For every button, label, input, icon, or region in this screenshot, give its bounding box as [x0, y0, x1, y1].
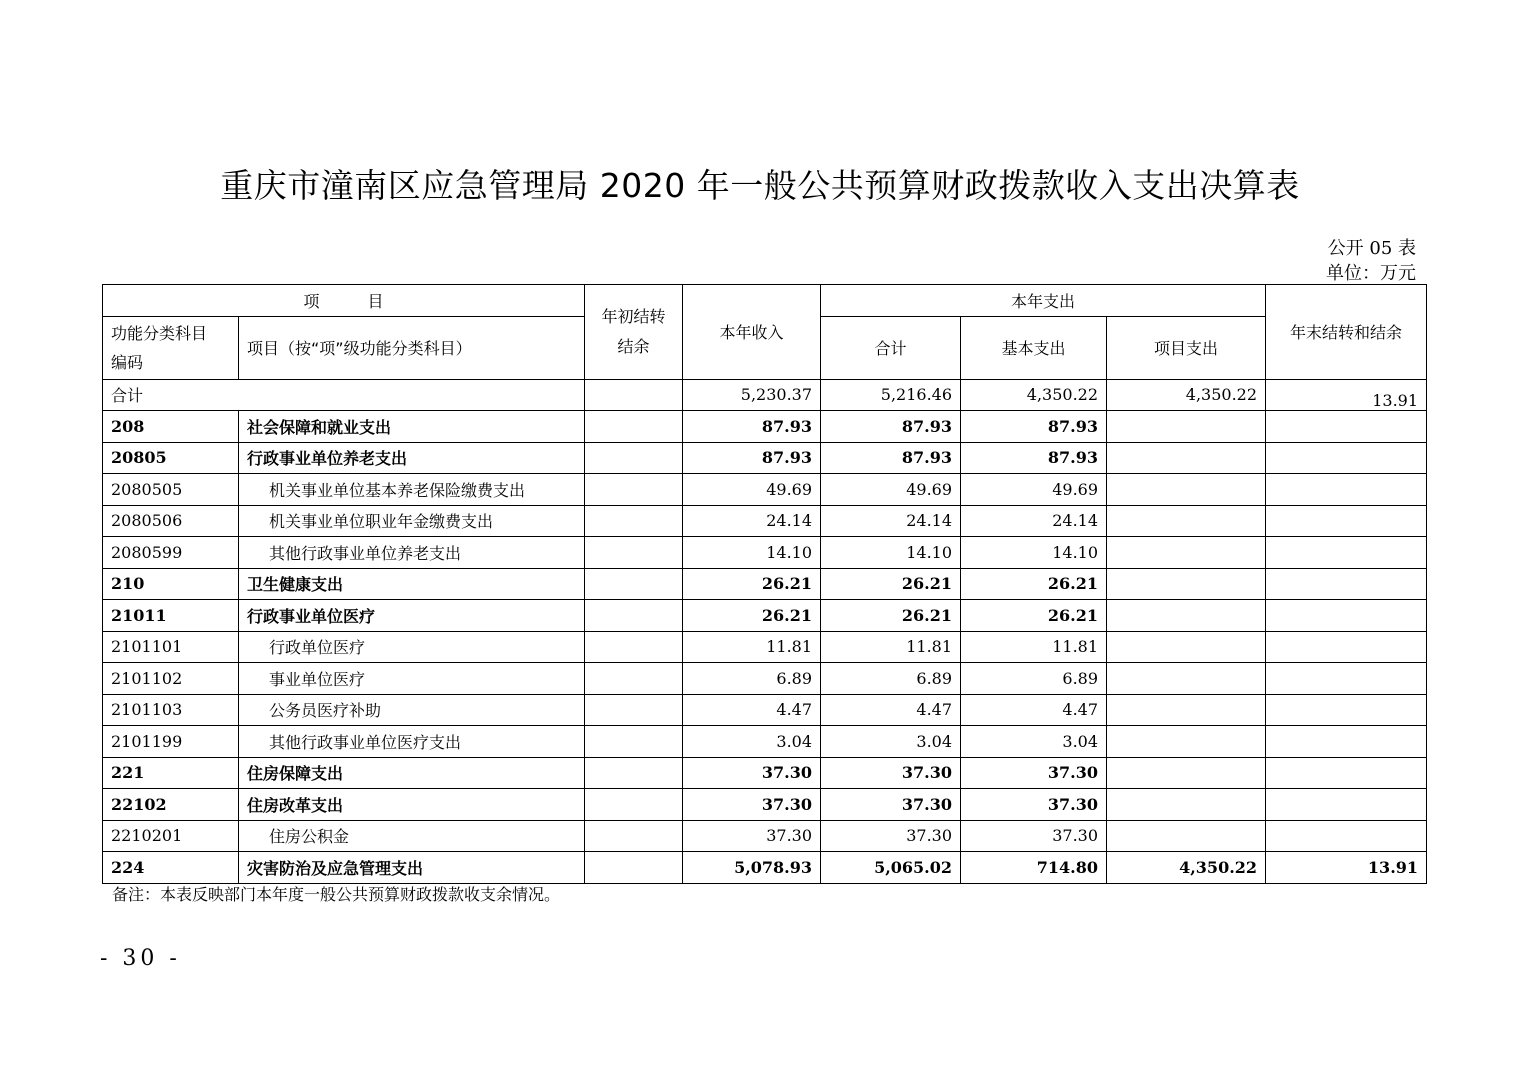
row-end-balance	[1266, 442, 1427, 474]
row-basic: 6.89	[961, 663, 1107, 695]
row-project	[1107, 694, 1266, 726]
row-end-balance	[1266, 631, 1427, 663]
row-begin-balance	[585, 663, 683, 695]
row-name: 行政事业单位养老支出	[239, 442, 585, 474]
row-expense-total: 3.04	[821, 726, 961, 758]
row-name: 行政事业单位医疗	[239, 600, 585, 632]
row-name: 社会保障和就业支出	[239, 411, 585, 443]
table-row	[103, 852, 1427, 884]
row-expense-total: 5,065.02	[821, 852, 961, 884]
row-name: 机关事业单位职业年金缴费支出	[239, 505, 585, 537]
header-basic: 基本支出	[961, 316, 1107, 379]
table-row	[103, 442, 1427, 474]
row-name: 灾害防治及应急管理支出	[239, 852, 585, 884]
table-row	[103, 694, 1427, 726]
row-begin-balance	[585, 568, 683, 600]
table-number: 公开 05 表	[1327, 238, 1416, 259]
row-basic: 87.93	[961, 411, 1107, 443]
row-project	[1107, 600, 1266, 632]
header-items: 项 目	[103, 285, 585, 317]
table-row	[103, 537, 1427, 569]
row-project	[1107, 789, 1266, 821]
row-begin-balance	[585, 852, 683, 884]
table-row	[103, 631, 1427, 663]
row-expense-total: 87.93	[821, 442, 961, 474]
row-end-balance	[1266, 726, 1427, 758]
row-code: 2080599	[103, 537, 239, 569]
row-begin-balance	[585, 474, 683, 506]
row-project	[1107, 411, 1266, 443]
row-basic: 26.21	[961, 600, 1107, 632]
row-expense-total: 37.30	[821, 820, 961, 852]
row-income: 11.81	[683, 631, 821, 663]
header-expense: 本年支出	[821, 285, 1266, 317]
total-project: 4,350.22	[1107, 379, 1266, 411]
row-begin-balance	[585, 694, 683, 726]
row-project	[1107, 537, 1266, 569]
row-end-balance	[1266, 474, 1427, 506]
row-expense-total: 37.30	[821, 757, 961, 789]
table-row	[103, 505, 1427, 537]
total-end: 13.91	[1266, 379, 1427, 411]
row-begin-balance	[585, 789, 683, 821]
header-project: 项目支出	[1107, 316, 1266, 379]
row-project: 4,350.22	[1107, 852, 1266, 884]
row-project	[1107, 663, 1266, 695]
row-income: 87.93	[683, 442, 821, 474]
row-end-balance	[1266, 663, 1427, 695]
row-end-balance	[1266, 411, 1427, 443]
row-expense-total: 6.89	[821, 663, 961, 695]
header-expense-total: 合计	[821, 316, 961, 379]
row-income: 24.14	[683, 505, 821, 537]
table-row	[103, 820, 1427, 852]
row-basic: 87.93	[961, 442, 1107, 474]
row-expense-total: 11.81	[821, 631, 961, 663]
row-basic: 3.04	[961, 726, 1107, 758]
total-income: 5,230.37	[683, 379, 821, 411]
row-begin-balance	[585, 537, 683, 569]
row-name: 其他行政事业单位养老支出	[239, 537, 585, 569]
row-income: 37.30	[683, 789, 821, 821]
row-name: 卫生健康支出	[239, 568, 585, 600]
row-begin-balance	[585, 411, 683, 443]
row-code: 210	[103, 568, 239, 600]
row-project	[1107, 820, 1266, 852]
row-name: 其他行政事业单位医疗支出	[239, 726, 585, 758]
row-code: 20805	[103, 442, 239, 474]
row-expense-total: 26.21	[821, 600, 961, 632]
row-project	[1107, 757, 1266, 789]
row-name: 公务员医疗补助	[239, 694, 585, 726]
row-begin-balance	[585, 726, 683, 758]
row-code: 2101199	[103, 726, 239, 758]
total-row	[103, 379, 1427, 411]
unit-label: 单位：万元	[1326, 263, 1416, 284]
page-title: 重庆市潼南区应急管理局 2020 年一般公共预算财政拨款收入支出决算表	[220, 166, 1300, 205]
row-begin-balance	[585, 820, 683, 852]
table-row	[103, 789, 1427, 821]
row-basic: 714.80	[961, 852, 1107, 884]
header-item-name: 项目（按“项”级功能分类科目）	[239, 316, 585, 379]
row-code: 2101103	[103, 694, 239, 726]
row-income: 26.21	[683, 568, 821, 600]
row-income: 37.30	[683, 820, 821, 852]
row-code: 2101102	[103, 663, 239, 695]
row-basic: 37.30	[961, 820, 1107, 852]
row-begin-balance	[585, 631, 683, 663]
row-project	[1107, 631, 1266, 663]
row-end-balance	[1266, 568, 1427, 600]
row-name: 行政单位医疗	[239, 631, 585, 663]
row-basic: 37.30	[961, 757, 1107, 789]
row-income: 5,078.93	[683, 852, 821, 884]
total-expense: 5,216.46	[821, 379, 961, 411]
budget-table	[102, 284, 1427, 884]
row-expense-total: 24.14	[821, 505, 961, 537]
row-code: 224	[103, 852, 239, 884]
row-basic: 11.81	[961, 631, 1107, 663]
row-end-balance	[1266, 694, 1427, 726]
row-name: 事业单位医疗	[239, 663, 585, 695]
total-begin	[585, 379, 683, 411]
row-code: 221	[103, 757, 239, 789]
table-row	[103, 474, 1427, 506]
row-end-balance	[1266, 789, 1427, 821]
row-name: 住房保障支出	[239, 757, 585, 789]
table-row	[103, 757, 1427, 789]
row-end-balance	[1266, 820, 1427, 852]
page-number: - 30 -	[100, 946, 181, 971]
row-project	[1107, 442, 1266, 474]
header-begin-balance: 年初结转结余	[585, 285, 683, 380]
header-code: 功能分类科目编码	[103, 316, 239, 379]
row-expense-total: 4.47	[821, 694, 961, 726]
footnote: 备注：本表反映部门本年度一般公共预算财政拨款收支余情况。	[112, 885, 561, 904]
row-end-balance	[1266, 505, 1427, 537]
table-row	[103, 726, 1427, 758]
row-project	[1107, 505, 1266, 537]
table-row	[103, 600, 1427, 632]
row-basic: 24.14	[961, 505, 1107, 537]
row-basic: 26.21	[961, 568, 1107, 600]
row-end-balance: 13.91	[1266, 852, 1427, 884]
row-code: 2101101	[103, 631, 239, 663]
row-basic: 4.47	[961, 694, 1107, 726]
row-project	[1107, 568, 1266, 600]
row-income: 49.69	[683, 474, 821, 506]
row-code: 2210201	[103, 820, 239, 852]
row-code: 21011	[103, 600, 239, 632]
row-begin-balance	[585, 757, 683, 789]
row-income: 14.10	[683, 537, 821, 569]
row-income: 4.47	[683, 694, 821, 726]
row-code: 22102	[103, 789, 239, 821]
row-basic: 37.30	[961, 789, 1107, 821]
row-name: 住房改革支出	[239, 789, 585, 821]
row-basic: 14.10	[961, 537, 1107, 569]
row-basic: 49.69	[961, 474, 1107, 506]
row-income: 6.89	[683, 663, 821, 695]
row-income: 3.04	[683, 726, 821, 758]
row-code: 2080506	[103, 505, 239, 537]
table-row	[103, 568, 1427, 600]
row-code: 208	[103, 411, 239, 443]
row-project	[1107, 726, 1266, 758]
row-expense-total: 14.10	[821, 537, 961, 569]
total-label: 合计	[103, 379, 585, 411]
row-name: 住房公积金	[239, 820, 585, 852]
table-row	[103, 411, 1427, 443]
row-name: 机关事业单位基本养老保险缴费支出	[239, 474, 585, 506]
row-end-balance	[1266, 757, 1427, 789]
row-begin-balance	[585, 600, 683, 632]
row-income: 37.30	[683, 757, 821, 789]
row-expense-total: 87.93	[821, 411, 961, 443]
header-income: 本年收入	[683, 285, 821, 380]
row-end-balance	[1266, 600, 1427, 632]
row-income: 87.93	[683, 411, 821, 443]
row-begin-balance	[585, 442, 683, 474]
row-expense-total: 37.30	[821, 789, 961, 821]
row-code: 2080505	[103, 474, 239, 506]
row-project	[1107, 474, 1266, 506]
table-row	[103, 663, 1427, 695]
row-expense-total: 26.21	[821, 568, 961, 600]
total-basic: 4,350.22	[961, 379, 1107, 411]
row-income: 26.21	[683, 600, 821, 632]
header-end-balance: 年末结转和结余	[1266, 285, 1427, 380]
row-end-balance	[1266, 537, 1427, 569]
row-begin-balance	[585, 505, 683, 537]
row-expense-total: 49.69	[821, 474, 961, 506]
